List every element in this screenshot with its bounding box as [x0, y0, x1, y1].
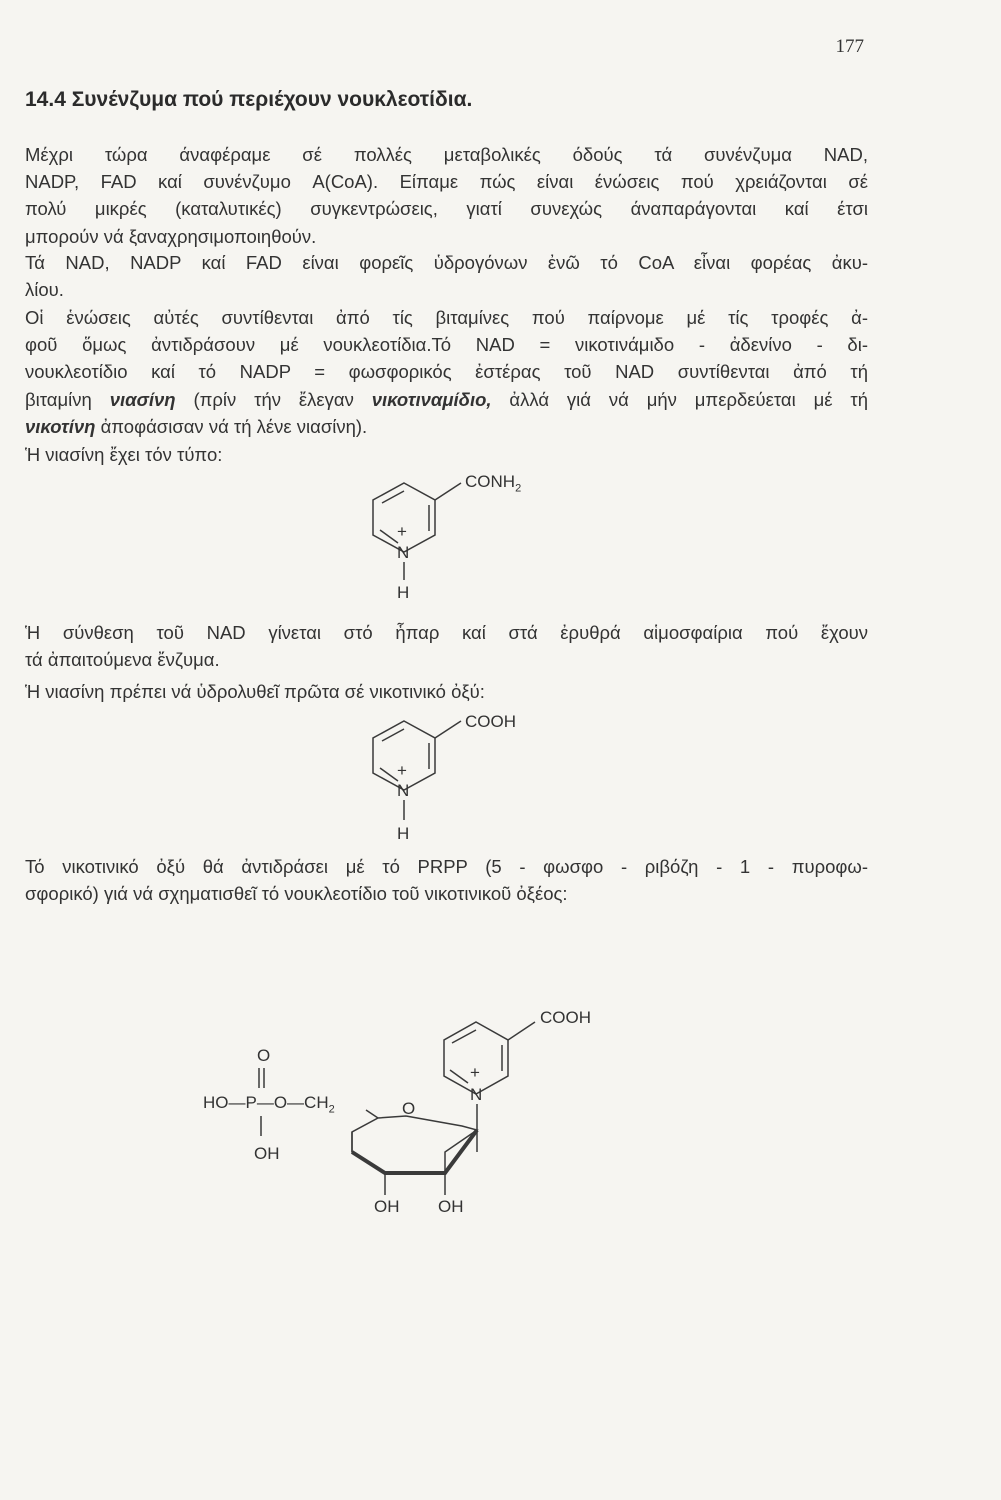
- nucleotide-charge-label: +: [470, 1063, 480, 1082]
- ch2-bond: [366, 1110, 378, 1118]
- text-line: Μέχρι τώρα άναφέραμε σέ πολλές μεταβολικές όδούς τά συνένζυμα NAD,: [25, 144, 868, 165]
- term-nicotinamide: νικοτιναμίδιο,: [371, 388, 492, 410]
- text-line: Ἡ σύνθεση τοῦ NAD γίνεται στό ἧπαρ καί στά ἐρυθρά αἱμοσφαίρια πού ἔχουν: [25, 622, 868, 643]
- paragraph-nad-synthesis: [25, 619, 868, 673]
- nicotinic-acid-group-label: COOH: [465, 712, 516, 731]
- phosphate-oxygen-label: O: [257, 1046, 271, 1065]
- text-line: Τά NAD, NADP καί FAD είναι φορεῖς ὑδρογόνων ἐνῶ τό CoA εἶναι φορέας ἀκυ-: [25, 252, 868, 273]
- term-niacin: νιασίνη: [109, 388, 176, 410]
- text-line: σφορικό) γιά νά σχηματισθεῖ τό νουκλεοτίδιο τοῦ νικοτινικοῦ ὀξέος:: [25, 883, 568, 905]
- substituent-bond: [435, 483, 461, 500]
- text-line: Ἡ νιασίνη πρέπει νά ὑδρολυθεῖ πρῶτα σέ νικοτινικό ὀξύ:: [25, 681, 485, 702]
- ribose-oh-left-label: OH: [374, 1197, 400, 1216]
- text-line: Οἱ ἑνώσεις αὐτές συντίθενται ἀπό τίς βιταμίνες πού παίρνομε μέ τίς τροφές ἀ-: [25, 307, 868, 328]
- text-line: Τό νικοτινικό ὀξύ θά ἀντιδράσει μέ τό PRPP (5 - φωσφο - ριβόζη - 1 - πυροφω-: [25, 856, 868, 877]
- text-run: (πρίν τήν ἔλεγαν: [175, 388, 372, 410]
- text-line: NADP, FAD καί συνένζυμο A(CoA). Είπαμε πώς είναι ένώσεις πού χρειάζονται σέ: [25, 171, 868, 193]
- page-number: 177: [835, 36, 864, 57]
- phosphate-hydroxyl-label: OH: [254, 1144, 280, 1163]
- text-line: Ἡ νιασίνη ἔχει τόν τύπο:: [25, 444, 223, 465]
- nucleotide-nitrogen-label: N: [470, 1085, 483, 1104]
- text-line: λίου.: [25, 279, 64, 301]
- niacin-group-label: $CONH_2$: [465, 472, 522, 495]
- text-run: ἀποφάσισαν νά τή λένε νιασίνη).: [95, 415, 368, 437]
- ribose-oh-right-label: OH: [438, 1197, 464, 1216]
- phosphate-chain-label: $HO—P—O—CH_2$: [203, 1093, 335, 1116]
- section-heading: 14.4 Συνένζυμα πού περιέχουν νουκλεοτίδια.: [25, 88, 473, 111]
- pyridine-ring: [444, 1022, 508, 1094]
- niacin-hydrogen-label: H: [397, 583, 410, 602]
- nicotinic-acid-charge-label: +: [397, 761, 407, 780]
- paragraph-niacin-formula: [25, 441, 868, 468]
- nicotinic-acid-nitrogen-label: N: [397, 781, 410, 800]
- niacin-nitrogen-label: N: [397, 543, 410, 562]
- text-line: φοῦ ὅμως ἀντιδράσουν μέ νουκλεοτίδια.Τό NAD = νικοτινάμιδο - ἀδενίνο - δι-: [25, 334, 868, 356]
- paragraph-synthesis: [25, 304, 868, 440]
- paragraph-hydrolysis: [25, 678, 868, 705]
- nicotinic-acid-hydrogen-label: H: [397, 824, 410, 843]
- substituent-bond: [508, 1022, 535, 1040]
- ribose-bold-edge: [352, 1130, 477, 1173]
- paragraph-intro: [25, 141, 868, 250]
- text-line: μπορούν νά ξαναχρησιμοποιηθούν.: [25, 225, 317, 247]
- paragraph-prpp: [25, 853, 868, 907]
- text-run: ἀλλά γιά νά μήν μπερδεύεται μέ τή: [491, 388, 868, 410]
- text-line: [25, 413, 868, 440]
- text-line: πολύ μικρές (καταλυτικές) συγκεντρώσεις, γιατί συνεχώς άναπαράγονται καί έτσι: [25, 198, 868, 220]
- niacin-charge-label: +: [397, 522, 407, 541]
- text-line: νουκλεοτίδιο καί τό NADP = φωσφορικός ἐστέρας τοῦ NAD συντίθενται ἀπό τή: [25, 361, 868, 383]
- ribose-oxygen-label: O: [402, 1099, 416, 1118]
- paragraph-carriers: [25, 249, 868, 303]
- ring-double-bond: [452, 1030, 476, 1043]
- text-line: τά ἀπαιτούμενα ἔνζυμα.: [25, 649, 220, 671]
- text-run: βιταμίνη: [25, 388, 110, 410]
- substituent-bond: [435, 721, 461, 738]
- nucleotide-group-label: COOH: [540, 1008, 591, 1027]
- text-line: [25, 386, 868, 413]
- term-nicotine: νικοτίνη: [25, 415, 96, 437]
